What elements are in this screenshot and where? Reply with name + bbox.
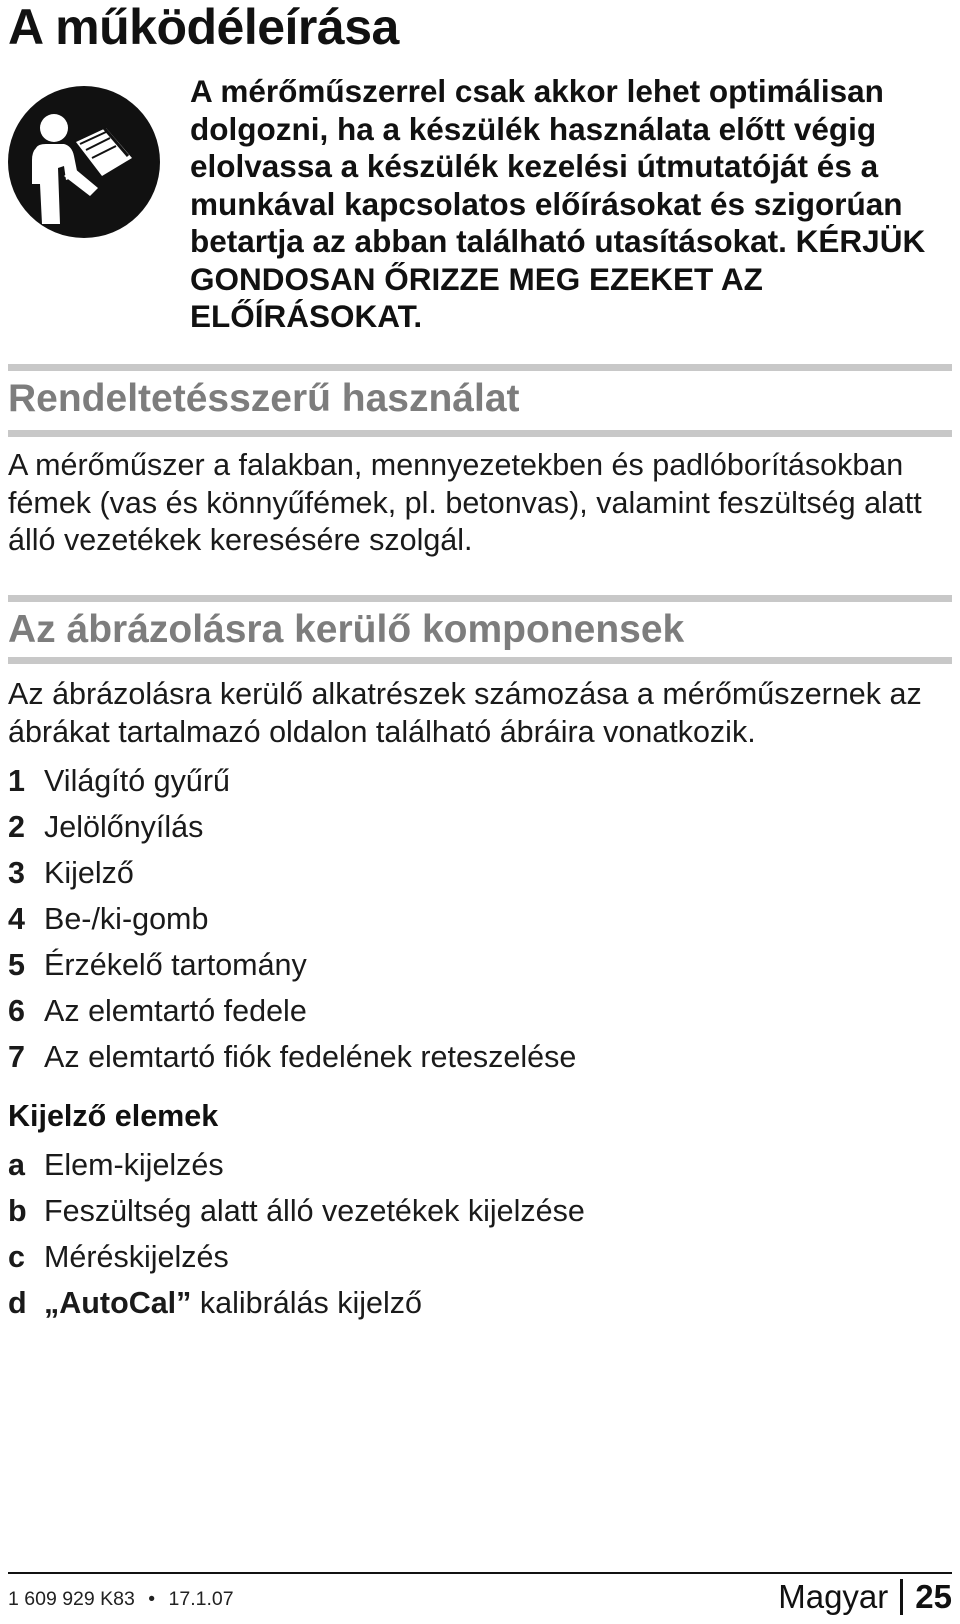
- list-item: 2 Jelölőnyílás: [8, 810, 204, 844]
- components-heading: Az ábrázolásra kerülő komponensek: [8, 608, 685, 651]
- list-item: 7 Az elemtartó fiók fedelének reteszelése: [8, 1040, 577, 1074]
- footer-separator: •: [148, 1588, 156, 1610]
- page-title: A működéleírása: [8, 0, 399, 55]
- list-item: b Feszültség alatt álló vezetékek kijelzése: [8, 1194, 585, 1228]
- list-item: 3 Kijelző: [8, 856, 134, 890]
- components-list: [8, 758, 576, 1080]
- list-item: a Elem-kijelzés: [8, 1148, 224, 1182]
- section-divider: [8, 595, 952, 602]
- display-elements-list: [8, 1142, 585, 1326]
- list-item: c Méréskijelzés: [8, 1240, 229, 1274]
- footer-language: Magyar: [778, 1578, 889, 1615]
- display-elements-heading: Kijelző elemek: [8, 1099, 219, 1133]
- section-divider: [8, 430, 952, 437]
- doc-code: 1 609 929 K83: [8, 1588, 135, 1610]
- list-item: 4 Be-/ki-gomb: [8, 902, 209, 936]
- footer-divider-bar: [900, 1579, 903, 1615]
- intended-use-heading: Rendeltetésszerű használat: [8, 377, 520, 420]
- footer-doc-info: [8, 1586, 234, 1612]
- footer-page-info: [778, 1574, 952, 1620]
- section-divider: [8, 364, 952, 371]
- list-item: 6 Az elemtartó fedele: [8, 994, 307, 1028]
- read-manual-icon: [6, 84, 162, 240]
- section-divider: [8, 657, 952, 664]
- list-item: 1 Világító gyűrű: [8, 764, 230, 798]
- page-number: 25: [915, 1578, 952, 1615]
- doc-date: 17.1.07: [168, 1588, 234, 1610]
- intended-use-text: A mérőműszer a falakban, mennyezetekben és padlóborításokban fémek (vas és könnyűfémek, pl. betonvas), valamint feszültség alatt álló vezetékek keresésére szolgál.: [8, 448, 922, 557]
- list-item: 5 Érzékelő tartomány: [8, 948, 307, 982]
- components-intro: Az ábrázolásra kerülő alkatrészek számozása a mérőműszernek az ábrákat tartalmazó oldalon található ábráira vonatkozik.: [8, 677, 922, 749]
- list-item: d „AutoCal” kalibrálás kijelző: [8, 1286, 422, 1320]
- safety-warning-text: A mérőműszerrel csak akkor lehet optimálisan dolgozni, ha a készülék használata előtt végig elolvassa a készülék kezelési útmutatóját és a munkával kapcsolatos előírásokat és szigorúan betartja az abban található utasításokat. KÉRJÜK GONDOSAN ŐRIZZE MEG EZEKET AZ ELŐÍRÁSOKAT.: [190, 73, 926, 334]
